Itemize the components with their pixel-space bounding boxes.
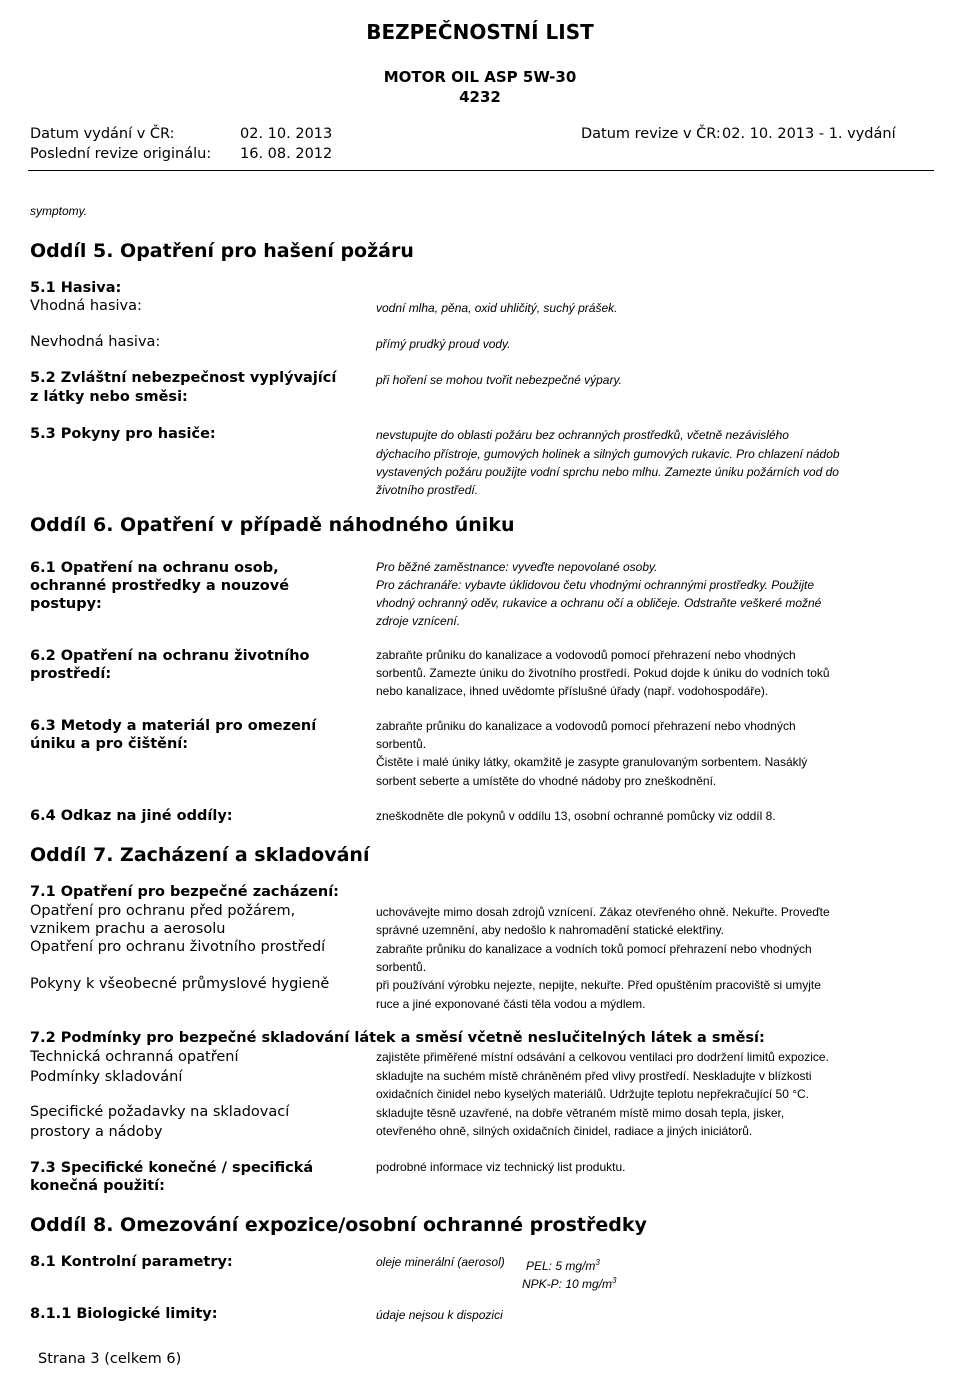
s5-2-value: při hoření se mohou tvořit nebezpečné výpary. [376,373,622,387]
s7-1b-label: Opatření pro ochranu životního prostředí [30,939,326,955]
s6-1-heading-line2: ochranné prostředky a nouzové [30,578,290,594]
revision-date-label: Datum revize v ČR: [581,126,721,142]
section-6-title: Oddíl 6. Opatření v případě náhodného úniku [30,514,515,536]
s7-3-heading-line2: konečná použití: [30,1178,165,1194]
section-7-title: Oddíl 7. Zacházení a skladování [30,844,370,866]
suitable-agents-value: vodní mlha, pěna, oxid uhličitý, suchý prášek. [376,301,618,315]
document-title: BEZPEČNOSTNÍ LIST [366,20,594,44]
s6-2-line3: nebo kanalizace, ihned uvědomte příslušné úřady (např. vodohospodáře). [376,684,769,698]
s7-1b-line1: zabraňte průniku do kanalizace a vodních toků pomocí přehrazení nebo vhodných [376,942,812,956]
product-code: 4232 [459,88,501,106]
s7-2c-label-line2: prostory a nádoby [30,1124,163,1140]
s7-3-value: podrobné informace viz technický list produktu. [376,1160,626,1174]
section-8-title: Oddíl 8. Omezování expozice/osobní ochranné prostředky [30,1214,647,1236]
s6-2-heading-line2: prostředí: [30,666,112,682]
page-number: Strana 3 (celkem 6) [38,1351,182,1367]
s7-1a-line1: uchovávejte mimo dosah zdrojů vznícení. Zákaz otevřeného ohně. Nekuřte. Proveďte [376,905,830,919]
s7-2b-line2: oxidačních činidel nebo kyselých materiálů. Udržujte teplotu nepřekračující 50 °C. [376,1087,810,1101]
s7-2c-line2: otevřeného ohně, silných oxidačních činidel, radiace a jiných iniciátorů. [376,1124,753,1138]
s7-2b-line1: skladujte na suchém místě chráněném před vlivy prostředí. Neskladujte v blízkosti [376,1069,812,1083]
s6-3-line2: sorbentů. [376,737,427,751]
product-name: MOTOR OIL ASP 5W-30 [383,68,577,86]
s7-3-heading-line1: 7.3 Specifické konečné / specifická [30,1160,314,1176]
issue-date-value: 02. 10. 2013 [240,126,333,142]
s8-1-heading: 8.1 Kontrolní parametry: [30,1254,233,1270]
s7-2c-line1: skladujte těsně uzavřené, na dobře větraném místě mimo dosah tepla, jisker, [376,1106,785,1120]
section-5-title: Oddíl 5. Opatření pro hašení požáru [30,240,414,262]
carryover-text: symptomy. [30,204,88,218]
s7-1a-line2: správné uzemnění, aby nedošlo k nahromadění statické elektřiny. [376,923,724,937]
s6-2-heading-line1: 6.2 Opatření na ochranu životního [30,648,310,664]
s6-1-line2: Pro záchranáře: vybavte úklidovou četu vhodnými ochrannými prostředky. Použijte [376,578,814,592]
s5-3-line1: nevstupujte do oblasti požáru bez ochranných prostředků, včetně nezávislého [376,428,789,442]
s6-3-line1: zabraňte průniku do kanalizace a vodovodů pomocí přehrazení nebo vhodných [376,719,796,733]
s8-1-1-heading: 8.1.1 Biologické limity: [30,1306,218,1322]
suitable-agents-label: Vhodná hasiva: [30,298,142,314]
original-revision-value: 16. 08. 2012 [240,146,333,162]
s5-3-line2: dýchacího přístroje, gumových holinek a silných gumových rukavic. Pro chlazení nádob [376,447,840,461]
s6-3-heading-line2: úniku a pro čištění: [30,736,189,752]
s7-1c-label: Pokyny k všeobecné průmyslové hygieně [30,976,330,992]
s6-3-line3: Čistěte i malé úniky látky, okamžitě je zasypte granulovaným sorbentem. Nasáklý [376,755,808,769]
s6-1-line4: zdroje vznícení. [376,614,461,628]
s6-3-heading-line1: 6.3 Metody a materiál pro omezení [30,718,317,734]
s5-2-heading-line2: z látky nebo směsi: [30,389,188,405]
s8-1-pel: PEL: 5 $mg/m^3$ [526,1258,600,1273]
s6-4-value: zneškodněte dle pokynů v oddílu 13, osobní ochranné pomůcky viz oddíl 8. [376,809,776,823]
s7-1c-line2: ruce a jiné exponované části těla vodou a mýdlem. [376,997,646,1011]
s7-1b-line2: sorbentů. [376,960,427,974]
issue-date-label: Datum vydání v ČR: [30,126,175,142]
unsuitable-agents-label: Nevhodná hasiva: [30,334,161,350]
s7-2a-value: zajistěte přiměřené místní odsávání a celkovou ventilaci pro dodržení limitů expozice. [376,1050,829,1064]
s5-2-heading-line1: 5.2 Zvláštní nebezpečnost vyplývající [30,370,337,386]
s7-2-heading: 7.2 Podmínky pro bezpečné skladování látek a směsí včetně neslučitelných látek a směsí: [30,1030,765,1046]
s6-2-line2: sorbentů. Zamezte úniku do životního prostředí. Pokud dojde k úniku do vodních toků [376,666,830,680]
s6-4-heading: 6.4 Odkaz na jiné oddíly: [30,808,233,824]
s5-1-heading: 5.1 Hasiva: [30,280,122,296]
s6-1-line3: vhodný ochranný oděv, rukavice a ochranu očí a obličeje. Odstraňte veškeré možné [376,596,822,610]
s7-2c-label-line1: Specifické požadavky na skladovací [30,1104,290,1120]
s8-1-npk: NPK-P: 10 $mg/m^3$ [522,1276,617,1291]
s7-1a-label-line1: Opatření pro ochranu před požárem, [30,903,296,919]
s7-2a-label: Technická ochranná opatření [30,1049,239,1065]
s7-2b-label: Podmínky skladování [30,1069,183,1085]
unsuitable-agents-value: přímý prudký proud vody. [376,337,511,351]
s5-3-heading: 5.3 Pokyny pro hasiče: [30,426,216,442]
s5-3-line4: životního prostředí. [376,483,479,497]
original-revision-label: Poslední revize originálu: [30,146,212,162]
s6-1-line1: Pro běžné zaměstnance: vyveďte nepovolané osoby. [376,560,658,574]
s8-1-substance: oleje minerální (aerosol) [376,1255,505,1269]
revision-date-value: 02. 10. 2013 - 1. vydání [722,126,896,142]
s7-1a-label-line2: vznikem prachu a aerosolu [30,921,226,937]
s6-3-line4: sorbent seberte a umístěte do vhodné nádoby pro zneškodnění. [376,774,717,788]
header-divider [28,170,934,171]
s6-2-line1: zabraňte průniku do kanalizace a vodovodů pomocí přehrazení nebo vhodných [376,648,796,662]
s7-1-heading: 7.1 Opatření pro bezpečné zacházení: [30,884,339,900]
s6-1-heading-line1: 6.1 Opatření na ochranu osob, [30,560,279,576]
s7-1c-line1: při používání výrobku nejezte, nepijte, nekuřte. Před opuštěním pracoviště si umyjte [376,978,821,992]
s6-1-heading-line3: postupy: [30,596,102,612]
s8-1-1-value: údaje nejsou k dispozici [376,1308,503,1322]
s5-3-line3: vystavených požáru použijte vodní sprchu nebo mlhu. Zamezte úniku požárních vod do [376,465,839,479]
